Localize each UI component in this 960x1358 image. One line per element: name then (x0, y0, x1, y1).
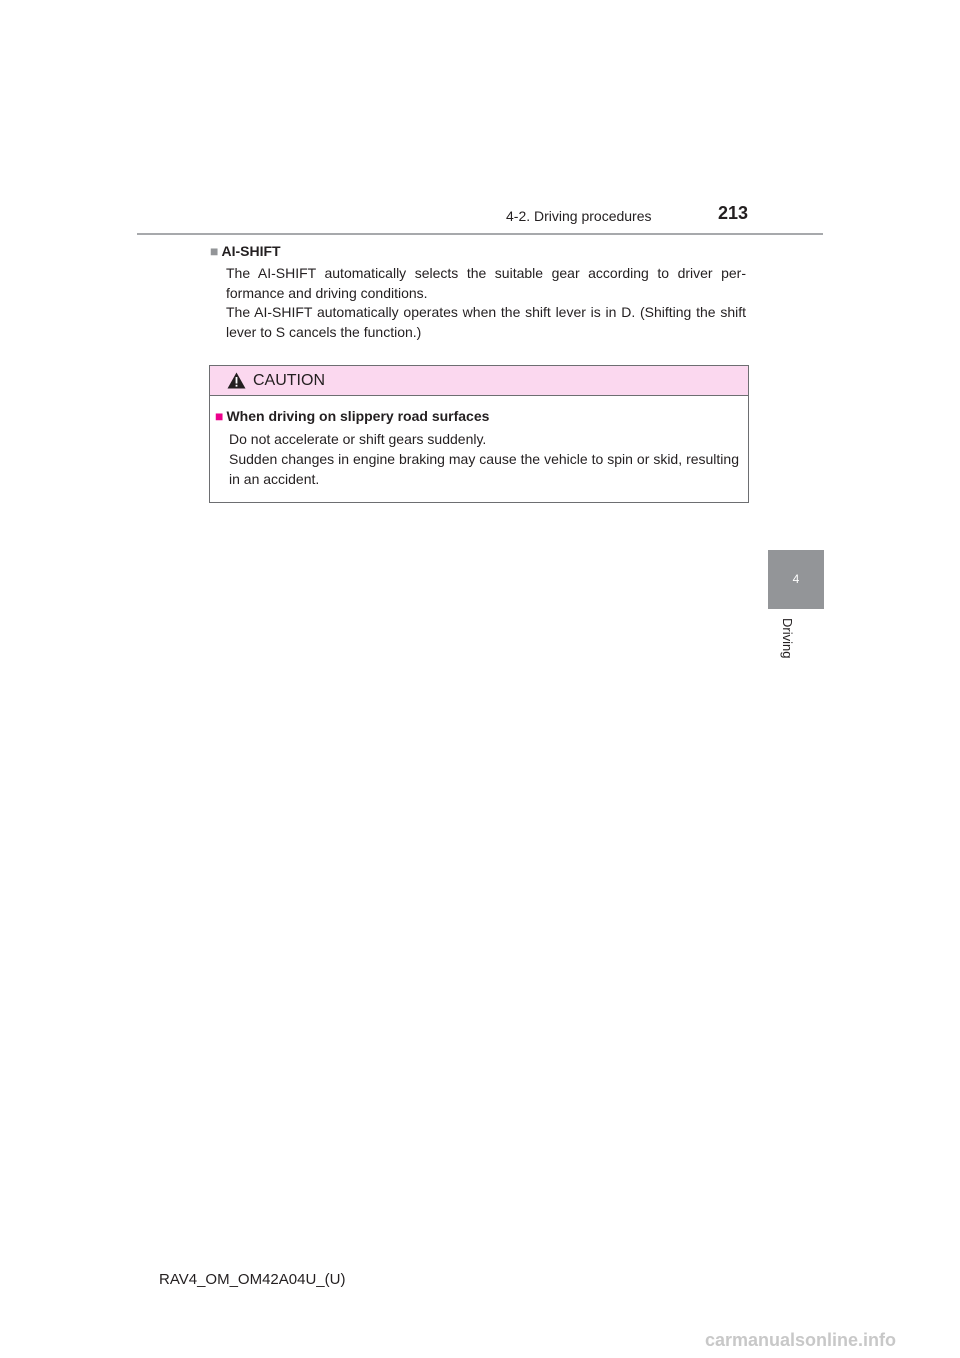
caution-heading (215, 408, 489, 424)
caution-paragraph: Sudden changes in engine braking may cause the vehicle to spin or skid, resulting in an accident. (229, 451, 739, 487)
chapter-label: Driving (780, 618, 795, 659)
chapter-number: 4 (792, 572, 800, 586)
caution-header (210, 366, 748, 396)
warning-triangle-icon (227, 372, 246, 389)
section-marker: ■ (210, 243, 219, 259)
header-section-title: 4-2. Driving procedures (506, 208, 652, 224)
caution-title: CAUTION (253, 372, 325, 389)
caution-body (229, 429, 739, 489)
watermark: carmanualsonline.info (705, 1330, 897, 1350)
caution-heading-text: When driving on slippery road surfaces (226, 408, 490, 424)
body-paragraph: The AI-SHIFT automatically selects the suitable gear according to driver per-formance and driving conditions. (226, 265, 746, 301)
section-heading (210, 243, 281, 259)
caution-box (209, 365, 749, 503)
caution-marker: ■ (215, 408, 224, 424)
section-heading-text: AI-SHIFT (221, 243, 281, 259)
body-paragraph: The AI-SHIFT automatically operates when the shift lever is in D. (Shifting the shift lever to S cancels the function.) (226, 304, 746, 340)
footer-manual-code: RAV4_OM_OM42A04U_(U) (159, 1271, 346, 1288)
header-divider (137, 233, 823, 235)
section-body (226, 264, 746, 342)
page-number: 213 (718, 203, 749, 223)
chapter-tab (768, 550, 824, 609)
caution-paragraph: Do not accelerate or shift gears suddenly. (229, 431, 487, 447)
